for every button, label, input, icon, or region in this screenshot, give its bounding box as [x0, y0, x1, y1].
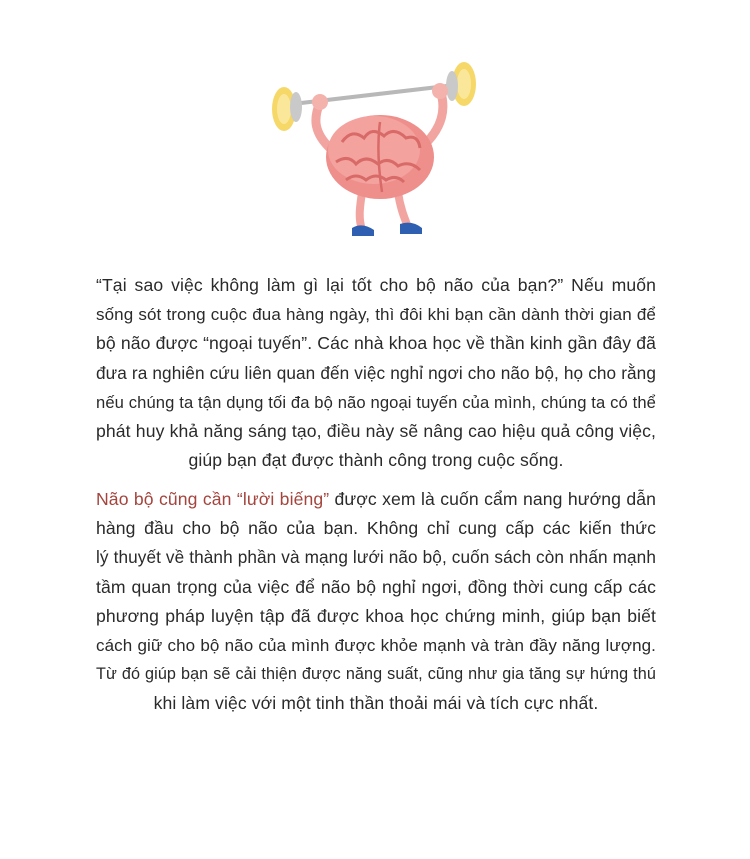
left-weight-plate [272, 87, 302, 131]
brain-icon [326, 115, 434, 199]
paragraph-line: hàng đầu cho bộ não của bạn. Không chỉ cung cấp các kiến thức [96, 518, 656, 539]
paragraph-line: Từ đó giúp bạn sẽ cải thiện được năng suất, cũng như gia tăng sự hứng thú [96, 665, 656, 684]
paragraph-line: lý thuyết về thành phần và mạng lưới não bộ, cuốn sách còn nhấn mạnh [96, 547, 656, 568]
paragraph-line: giúp bạn đạt được thành công trong cuộc sống. [188, 450, 564, 471]
book-description-paragraph [96, 485, 656, 719]
paragraph-line: bộ não được “ngoại tuyến”. Các nhà khoa học về thần kinh gần đây đã [96, 333, 656, 354]
paragraph-line: “Tại sao việc không làm gì lại tốt cho bộ não của bạn?” Nếu muốn [96, 275, 656, 295]
paragraph-line: nếu chúng ta tận dụng tối đa bộ não ngoại tuyến của mình, chúng ta có thể [96, 392, 656, 412]
right-weight-plate [446, 62, 476, 106]
brain-lifting-barbell-icon [262, 62, 492, 242]
paragraph-line: khi làm việc với một tinh thần thoải mái và tích cực nhất. [153, 693, 599, 714]
paragraph-line: sống sót trong cuộc đua hàng ngày, thì đôi khi bạn cần dành thời gian để [96, 305, 656, 325]
intro-paragraph [96, 271, 656, 475]
paragraph-line-rest: được xem là cuốn cẩm nang hướng dẫn [329, 489, 656, 509]
paragraph-line: tầm quan trọng của việc để não bộ nghỉ ngơi, đồng thời cung cấp các [96, 576, 656, 597]
paragraph-line: đưa ra nghiên cứu liên quan đến việc nghỉ ngơi cho não bộ, họ cho rằng [96, 362, 656, 383]
paragraph-line [96, 485, 656, 514]
book-title: Não bộ cũng cần “lười biếng” [96, 489, 330, 509]
paragraph-line: phát huy khả năng sáng tạo, điều này sẽ nâng cao hiệu quả công việc, [96, 421, 656, 442]
paragraph-line: phương pháp luyện tập đã được khoa học chứng minh, giúp bạn biết [96, 605, 656, 626]
paragraph-line: cách giữ cho bộ não của mình được khỏe mạnh và tràn đầy năng lượng. [96, 636, 656, 656]
